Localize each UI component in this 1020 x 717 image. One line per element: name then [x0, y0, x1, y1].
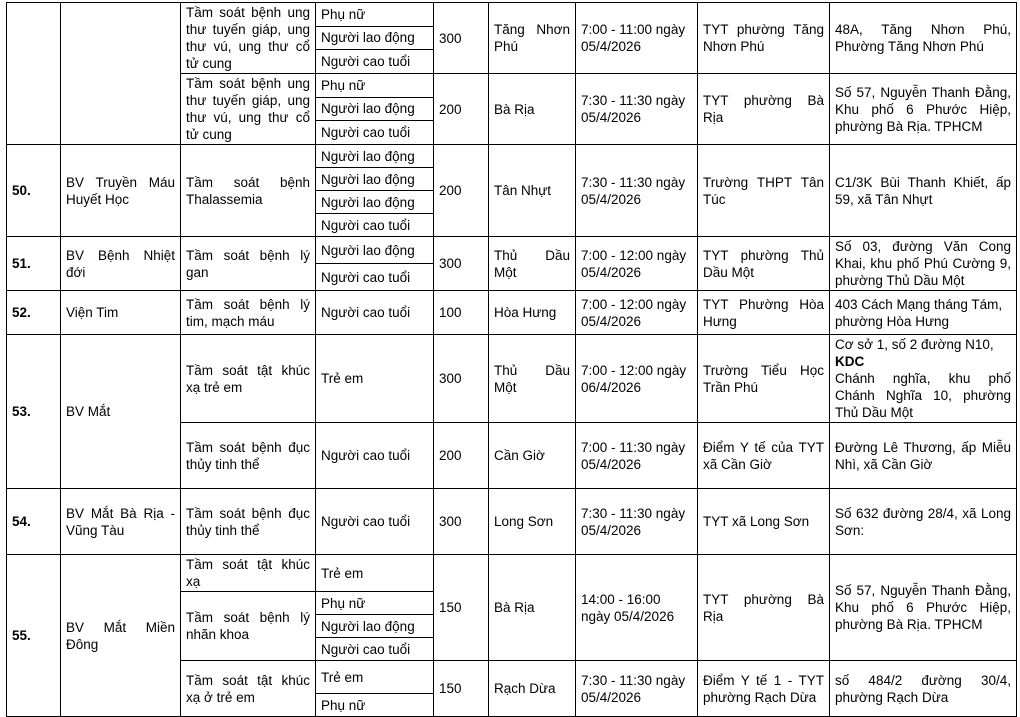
address: Số 57, Nguyễn Thanh Đằng, Khu phố 6 Phước Hiệp, phường Bà Rịa. TPHCM: [830, 74, 1017, 145]
location: Tân Nhựt: [489, 145, 576, 237]
target-group: Người lao động: [316, 168, 434, 191]
address-bold: KDC: [835, 354, 865, 369]
address-line: Cơ sở 1, số 2 đường N10,: [835, 337, 994, 352]
location: Hòa Hưng: [489, 291, 576, 335]
venue: TYT phường Thủ Dầu Một: [698, 237, 830, 291]
unit-name: BV Mắt Bà Rịa - Vũng Tàu: [61, 489, 181, 555]
venue: Điểm Y tế 1 - TYT phường Rạch Dừa: [698, 661, 830, 717]
quantity: 300: [434, 489, 489, 555]
address-line: Chánh nghĩa, khu phố Chánh Nghĩa 10, phường Thủ Dầu Một: [835, 371, 1011, 420]
service-name: Tầm soát tật khúc xạ trẻ em: [181, 335, 316, 423]
target-group: Phụ nữ: [316, 74, 434, 98]
target-group: Người cao tuổi: [316, 264, 434, 291]
quantity: 150: [434, 661, 489, 717]
table-row: [7, 335, 1017, 423]
quantity: 300: [434, 237, 489, 291]
row-number: [7, 3, 61, 145]
location: Thủ Dầu Một: [489, 237, 576, 291]
target-group: Trẻ em: [316, 335, 434, 423]
location: Tăng Nhơn Phú: [489, 3, 576, 74]
address: Số 03, đường Văn Cong Khai, khu phố Phú Cường 9, phường Thủ Dầu Một: [830, 237, 1017, 291]
service-name: Tầm soát bệnh lý tim, mạch máu: [181, 291, 316, 335]
address: C1/3K Bùi Thanh Khiết, ấp 59, xã Tân Nhựt: [830, 145, 1017, 237]
unit-name: BV Mắt: [61, 335, 181, 489]
service-name: Tầm soát bệnh ung thư tuyến giáp, ung thư vú, ung thư cổ tử cung: [181, 74, 316, 145]
time: 7:00 - 11:00 ngày 05/4/2026: [576, 3, 698, 74]
table-row: [7, 489, 1017, 555]
time: 7:00 - 11:30 ngày 05/4/2026: [576, 423, 698, 489]
time: 7:00 - 12:00 ngày 05/4/2026: [576, 291, 698, 335]
target-group: Người lao động: [316, 615, 434, 638]
row-number: 54.: [7, 489, 61, 555]
target-group: Phụ nữ: [316, 592, 434, 615]
venue: TYT xã Long Sơn: [698, 489, 830, 555]
location: Cần Giờ: [489, 423, 576, 489]
location: Thủ Dầu Một: [489, 335, 576, 423]
location: Long Sơn: [489, 489, 576, 555]
table-row: [7, 291, 1017, 335]
table-row: [7, 555, 1017, 592]
target-group: Người cao tuổi: [316, 214, 434, 237]
venue: Trường Tiểu Học Trần Phú: [698, 335, 830, 423]
service-name: Tầm soát tật khúc xạ: [181, 555, 316, 592]
address: [830, 335, 1017, 423]
service-name: Tầm soát bệnh lý gan: [181, 237, 316, 291]
table-row: [7, 3, 1017, 27]
quantity: 200: [434, 145, 489, 237]
service-name: Tầm soát bệnh Thalassemia: [181, 145, 316, 237]
table-row: [7, 145, 1017, 168]
quantity: 300: [434, 3, 489, 74]
time: 14:00 - 16:00 ngày 05/4/2026: [576, 555, 698, 661]
target-group: Người cao tuổi: [316, 423, 434, 489]
quantity: 100: [434, 291, 489, 335]
row-number: 50.: [7, 145, 61, 237]
time: 7:30 - 11:30 ngày 05/4/2026: [576, 145, 698, 237]
target-group: Người cao tuổi: [316, 50, 434, 74]
target-group: Người cao tuổi: [316, 638, 434, 661]
time: 7:30 - 11:30 ngày 05/4/2026: [576, 74, 698, 145]
target-group: Trẻ em: [316, 661, 434, 694]
time: 7:30 - 11:30 ngày 05/4/2026: [576, 489, 698, 555]
venue: TYT phường Tăng Nhơn Phú: [698, 3, 830, 74]
row-number: 51.: [7, 237, 61, 291]
target-group: Người lao động: [316, 191, 434, 214]
location: Bà Rịa: [489, 74, 576, 145]
location: Rạch Dừa: [489, 661, 576, 717]
screening-schedule-table: [6, 2, 1017, 717]
service-name: Tầm soát bệnh đục thủy tinh thể: [181, 489, 316, 555]
service-name: Tầm soát bệnh lý nhãn khoa: [181, 592, 316, 661]
row-number: 53.: [7, 335, 61, 489]
unit-name: [61, 3, 181, 145]
row-number: 52.: [7, 291, 61, 335]
time: 7:30 - 11:30 ngày 05/4/2026: [576, 661, 698, 717]
address: Đường Lê Thương, ấp Miễu Nhì, xã Cần Giờ: [830, 423, 1017, 489]
target-group: Người cao tuổi: [316, 291, 434, 335]
target-group: Người cao tuổi: [316, 121, 434, 145]
target-group: Người lao động: [316, 145, 434, 168]
target-group: Phụ nữ: [316, 3, 434, 27]
venue: TYT phường Bà Rịa: [698, 74, 830, 145]
row-number: 55.: [7, 555, 61, 717]
address: Số 57, Nguyễn Thanh Đằng, Khu phố 6 Phước Hiệp, phường Bà Rịa. TPHCM: [830, 555, 1017, 661]
address: số 484/2 đường 30/4, phường Rạch Dừa: [830, 661, 1017, 717]
venue: Điểm Y tế của TYT xã Cần Giờ: [698, 423, 830, 489]
target-group: Người lao động: [316, 26, 434, 50]
target-group: Phụ nữ: [316, 694, 434, 717]
venue: TYT phường Bà Rịa: [698, 555, 830, 661]
quantity: 300: [434, 335, 489, 423]
target-group: Trẻ em: [316, 555, 434, 592]
service-name: Tầm soát bệnh ung thư tuyến giáp, ung thư vú, ung thư cổ tử cung: [181, 3, 316, 74]
unit-name: BV Bệnh Nhiệt đới: [61, 237, 181, 291]
venue: Trường THPT Tân Túc: [698, 145, 830, 237]
time: 7:00 - 12:00 ngày 06/4/2026: [576, 335, 698, 423]
table-row: [7, 237, 1017, 264]
service-name: Tầm soát bệnh đục thủy tinh thể: [181, 423, 316, 489]
target-group: Người lao động: [316, 237, 434, 264]
address: Số 632 đường 28/4, xã Long Sơn:: [830, 489, 1017, 555]
venue: TYT Phường Hòa Hưng: [698, 291, 830, 335]
service-name: Tầm soát tật khúc xạ ở trẻ em: [181, 661, 316, 717]
quantity: 150: [434, 555, 489, 661]
address: 403 Cách Mạng tháng Tám, phường Hòa Hưng: [830, 291, 1017, 335]
quantity: 200: [434, 423, 489, 489]
target-group: Người cao tuổi: [316, 489, 434, 555]
unit-name: BV Truyền Máu Huyết Học: [61, 145, 181, 237]
target-group: Người lao động: [316, 97, 434, 121]
time: 7:00 - 12:00 ngày 05/4/2026: [576, 237, 698, 291]
address: 48A, Tăng Nhơn Phú, Phường Tăng Nhơn Phú: [830, 3, 1017, 74]
unit-name: BV Mắt Miền Đông: [61, 555, 181, 717]
quantity: 200: [434, 74, 489, 145]
unit-name: Viện Tim: [61, 291, 181, 335]
location: Bà Rịa: [489, 555, 576, 661]
